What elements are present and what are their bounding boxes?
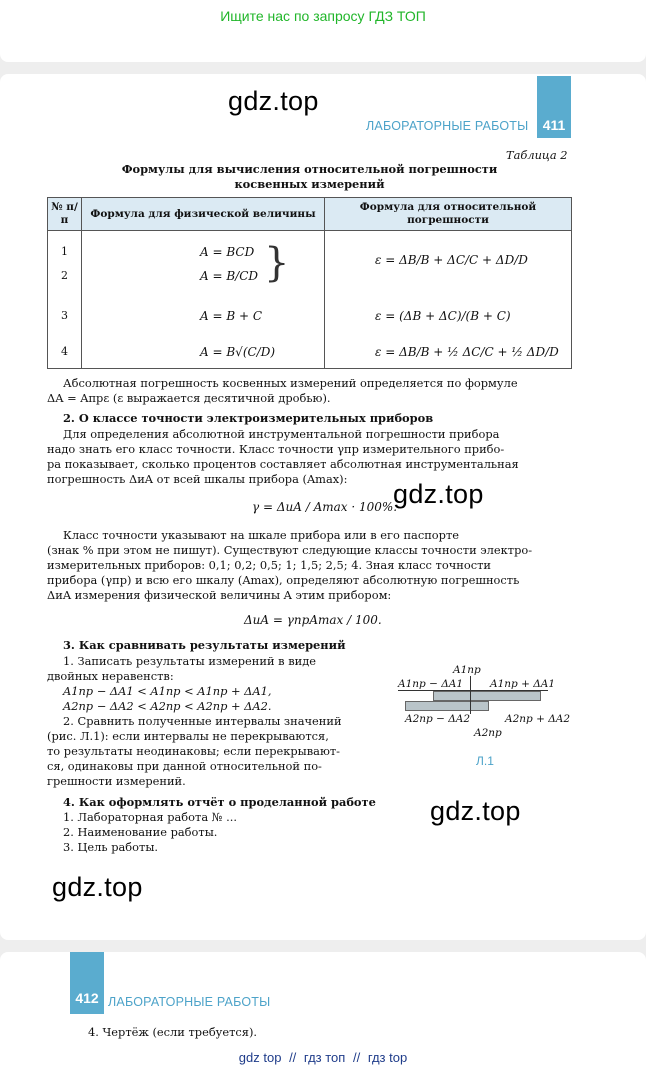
section-2-p1-line: погрешность ΔиA от всей шкалы прибора (Amax): — [47, 472, 348, 486]
formula-1: A = BCD — [200, 245, 255, 259]
section-2-p2-line: ΔиA измерения физической величины A этим прибором: — [47, 588, 392, 602]
watermark: gdz.top — [228, 86, 319, 116]
footer-link[interactable]: гдз top — [367, 1050, 408, 1065]
interval-bar-2 — [405, 701, 489, 711]
page-header-title: ЛАБОРАТОРНЫЕ РАБОТЫ — [366, 119, 529, 133]
footer-link[interactable]: gdz top — [238, 1050, 282, 1065]
footer-separator: // — [352, 1050, 361, 1065]
section-3-line: (рис. Л.1): если интервалы не перекрываются, — [47, 729, 329, 743]
section-2-title: 2. О классе точности электроизмерительных приборов — [63, 411, 434, 425]
footer-separator: // — [289, 1050, 297, 1065]
section-3-line: 1. Записать результаты измерений в виде — [63, 654, 316, 668]
report-item: 1. Лабораторная работа № ... — [63, 810, 237, 824]
error-formula-1: ε = ΔB/B + ΔC/C + ΔD/D — [375, 253, 528, 267]
table-title-line2: косвенных измерений — [234, 177, 385, 191]
formula-cell — [82, 231, 325, 369]
error-formula-3: ε = (ΔB + ΔC)/(B + C) — [375, 309, 511, 323]
section-2-p2-line: (знак % при этом не пишут). Существуют следующие классы точности электро- — [47, 543, 533, 557]
label-a1-minus: A1пр − ΔA1 — [398, 678, 464, 690]
section-2-p1-line: ра показывает, сколько процентов составляет абсолютная инструментальная — [47, 457, 519, 471]
section-2-p1-line: Для определения абсолютной инструментальной погрешности прибора — [63, 427, 500, 441]
error-cell — [325, 231, 572, 369]
footer-link[interactable]: гдз топ — [303, 1050, 346, 1065]
report-item: 4. Чертёж (если требуется). — [88, 1025, 258, 1039]
page-number-badge: 411 — [537, 76, 571, 138]
error-formula-4: ε = ΔB/B + ½ ΔC/C + ½ ΔD/D — [375, 345, 559, 359]
section-3-line: грешности измерений. — [47, 774, 186, 788]
formula-4: A = B√(C/D) — [200, 345, 276, 359]
section-2-p2-line: прибора (γпр) и всю его шкалу (Amax), определяют абсолютную погрешность — [47, 573, 520, 587]
search-banner[interactable] — [0, 0, 646, 32]
section-3-line: A2пр − ΔA2 < A2пр < A2пр + ΔA2. — [63, 699, 272, 713]
table-body-row — [48, 231, 572, 369]
formula-table — [47, 197, 572, 369]
banner-link[interactable]: Ищите нас по запросу ГДЗ ТОП — [220, 8, 426, 24]
formula-delta: ΔиA = γпрAmax / 100. — [244, 613, 382, 627]
report-item: 3. Цель работы. — [63, 840, 159, 854]
label-a2pr: A2пр — [474, 727, 502, 739]
figure-caption: Л.1 — [476, 754, 494, 768]
page-header-title: ЛАБОРАТОРНЫЕ РАБОТЫ — [108, 995, 271, 1009]
section-3-line: то результаты неодинаковы; если перекрывают- — [47, 744, 341, 758]
row-number: 4 — [61, 345, 68, 358]
section-3-line: 2. Сравнить полученные интервалы значений — [63, 714, 342, 728]
section-3-line: ся, одинаковы при данной относительной по- — [47, 759, 322, 773]
row-number: 3 — [61, 309, 68, 322]
section-2-p2-line: измерительных приборов: 0,1; 0,2; 0,5; 1; 1,5; 2,5; 4. Зная класс точности — [47, 558, 491, 572]
header-error: Формула для относительной погрешности — [325, 198, 572, 231]
watermark: gdz.top — [52, 872, 143, 902]
row-number: 2 — [61, 269, 68, 282]
marker-line — [470, 676, 471, 714]
watermark: gdz.top — [430, 796, 521, 826]
abs-error-line1: Абсолютная погрешность косвенных измерений определяется по формуле — [63, 376, 518, 390]
abs-error-line2: ΔA = Aпрε (ε выражается десятичной дробью). — [47, 391, 331, 405]
label-a1-plus: A1пр + ΔA1 — [490, 678, 556, 690]
section-2-p1-line: надо знать его класс точности. Класс точности γпр измерительного прибо- — [47, 442, 505, 456]
formula-3: A = B + C — [200, 309, 263, 323]
table-title-line1: Формулы для вычисления относительной погрешности — [121, 162, 498, 176]
interval-bar-1 — [433, 691, 541, 701]
watermark: gdz.top — [393, 479, 484, 509]
footer-links — [0, 1044, 646, 1076]
header-number: № п/п — [48, 198, 82, 231]
row-number: 1 — [61, 245, 68, 258]
page-number-badge: 412 — [70, 952, 104, 1014]
section-4-title: 4. Как оформлять отчёт о проделанной работе — [63, 795, 376, 809]
label-a2-plus: A2пр + ΔA2 — [505, 713, 571, 725]
table-caption: Таблица 2 — [506, 148, 568, 162]
section-3-line: A1пр − ΔA1 < A1пр < A1пр + ΔA1, — [63, 684, 272, 698]
formula-2: A = B/CD — [200, 269, 259, 283]
section-3-title: 3. Как сравнивать результаты измерений — [63, 638, 346, 652]
formula-gamma: γ = ΔиA / Amax · 100%. — [252, 500, 398, 514]
label-a2-minus: A2пр − ΔA2 — [405, 713, 471, 725]
section-3-line: двойных неравенств: — [47, 669, 174, 683]
number-cell — [48, 231, 82, 369]
table-header-row — [48, 198, 572, 231]
brace-mark: } — [264, 240, 290, 286]
report-item: 2. Наименование работы. — [63, 825, 218, 839]
section-2-p2-line: Класс точности указывают на шкале прибора или в его паспорте — [63, 528, 459, 542]
header-formula: Формула для физической величины — [82, 198, 325, 231]
label-a1pr: A1пр — [453, 664, 481, 676]
